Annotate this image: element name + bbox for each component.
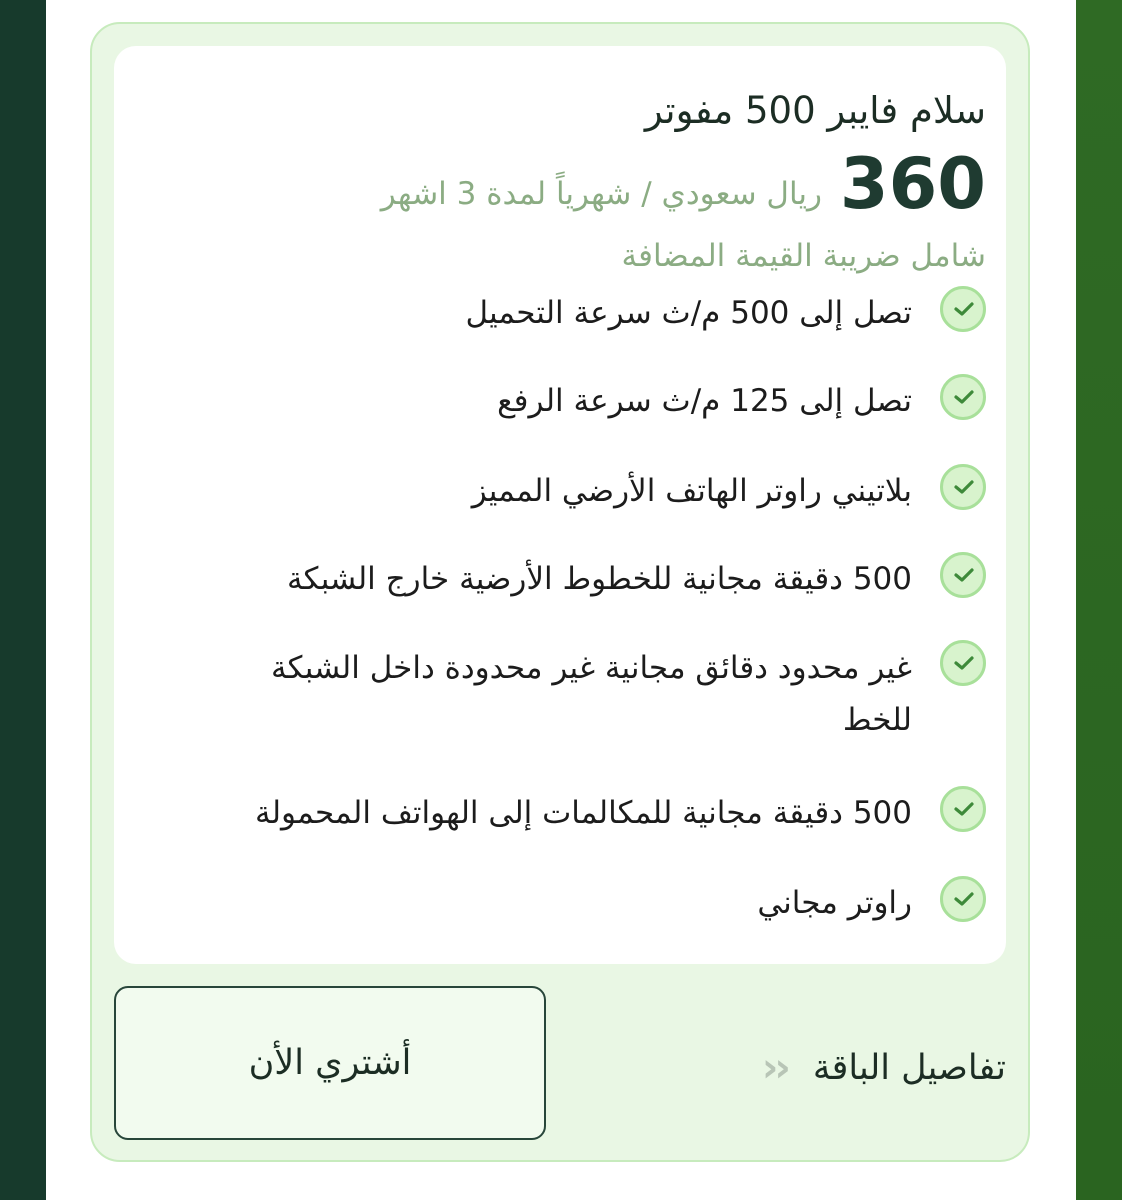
feature-item: غير محدود دقائق مجانية غير محدودة داخل الشبكة للخط <box>271 650 912 738</box>
check-icon <box>940 552 986 598</box>
feature-item: بلاتيني راوتر الهاتف الأرضي المميز <box>471 473 912 509</box>
buy-now-button[interactable]: أشتري الأن <box>114 986 546 1140</box>
feature-item: تصل إلى 125 م/ث سرعة الرفع <box>497 383 912 419</box>
right-edge-strip <box>1076 0 1122 1200</box>
check-icon <box>940 640 986 686</box>
feature-item: 500 دقيقة مجانية للخطوط الأرضية خارج الشبكة <box>286 561 912 597</box>
check-icon <box>940 876 986 922</box>
feature-item: 500 دقيقة مجانية للمكالمات إلى الهواتف المحمولة <box>254 795 912 831</box>
double-chevron-left-icon: ‹‹ <box>761 1045 787 1091</box>
plan-details-label: تفاصيل الباقة <box>812 1048 1006 1088</box>
feature-item: تصل إلى 500 م/ث سرعة التحميل <box>465 295 912 331</box>
check-icon <box>940 374 986 420</box>
plan-details-link[interactable] <box>762 1046 1006 1090</box>
vat-note: شامل ضريبة القيمة المضافة <box>621 238 986 274</box>
check-icon <box>940 286 986 332</box>
check-icon <box>940 464 986 510</box>
feature-item: راوتر مجاني <box>757 885 912 921</box>
plan-title: سلام فايبر 500 مفوتر <box>644 89 986 132</box>
left-edge-strip <box>0 0 46 1200</box>
plan-price-unit: ريال سعودي / شهرياً لمدة 3 اشهر <box>380 176 822 212</box>
check-icon <box>940 786 986 832</box>
plan-price: 360 <box>839 143 986 225</box>
